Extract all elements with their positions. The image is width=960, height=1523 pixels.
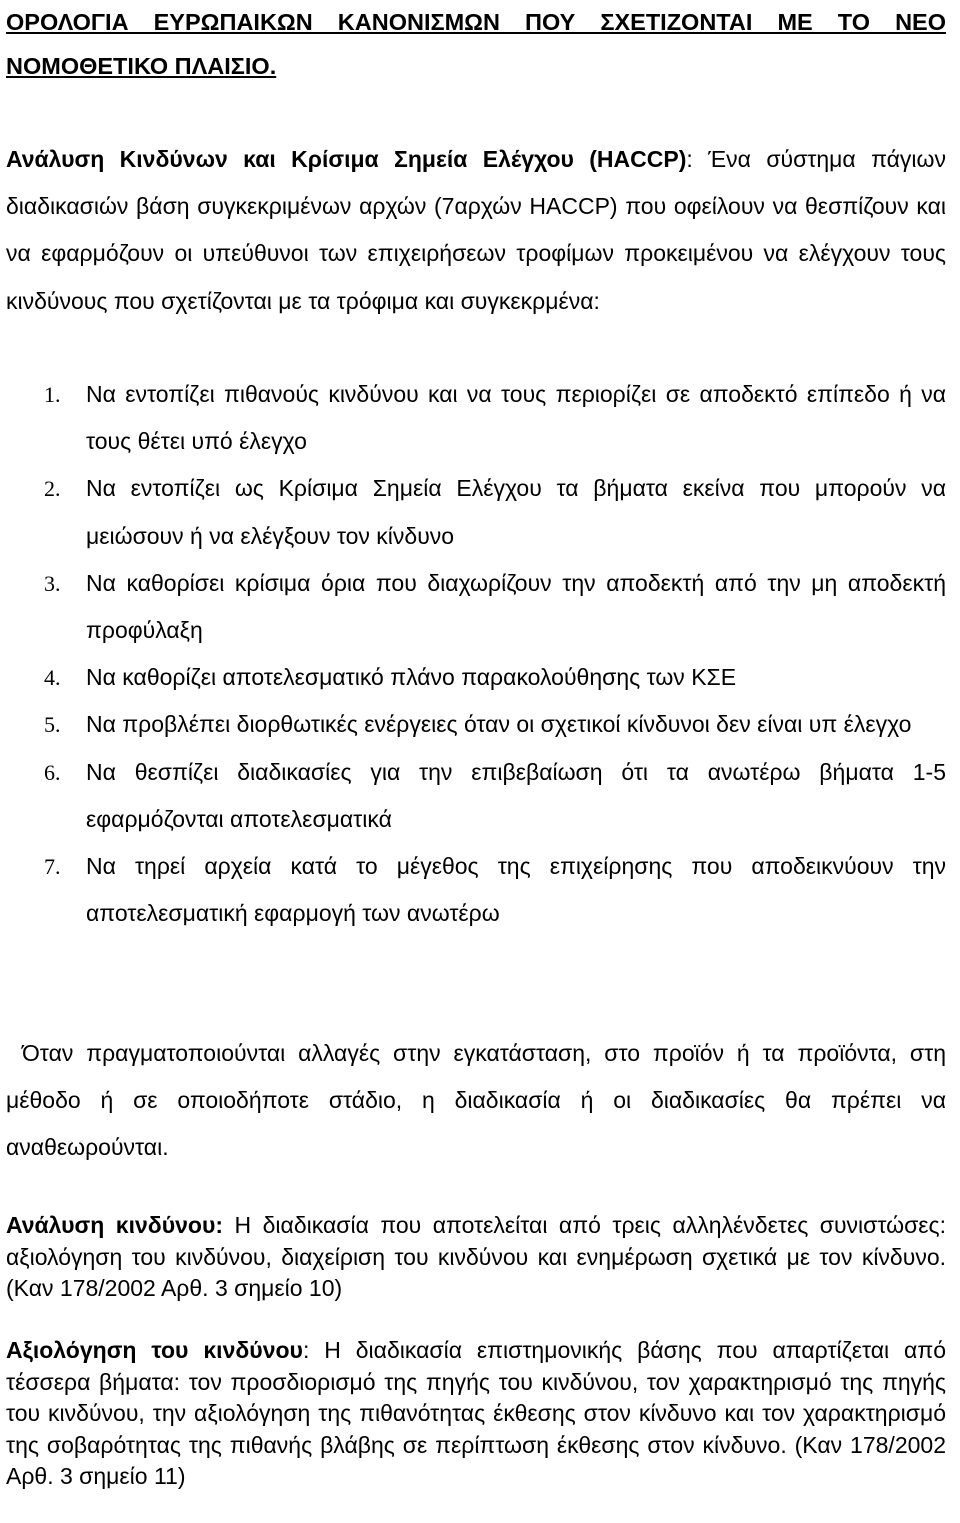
list-item [6,654,946,701]
list-item-number: 5. [44,712,61,738]
list-item-text: Να θεσπίζει διαδικασίες για την επιβεβαίωση ότι τα ανωτέρω βήματα 1-5 εφαρμόζονται αποτελεσματικά [86,758,946,832]
definition-term: Ανάλυση κινδύνου: [6,1212,224,1238]
haccp-term: Ανάλυση Κινδύνων και Κρίσιμα Σημεία Ελέγχου (HACCP) [6,146,687,172]
list-item-text: Να εντοπίζει ως Κρίσιμα Σημεία Ελέγχου τα βήματα εκείνα που μπορούν να μειώσουν ή να ελέγξουν τον κίνδυνο [86,475,946,549]
list-item [6,701,946,748]
document-title: ΟΡΟΛΟΓΙΑ ΕΥΡΩΠΑΙΚΩΝ ΚΑΝΟΝΙΣΜΩΝ ΠΟΥ ΣΧΕΤΙΖΟΝΤΑΙ ΜΕ ΤΟ ΝΕΟ ΝΟΜΟΘΕΤΙΚΟ ΠΛΑΙΣΙΟ. [6,9,946,79]
haccp-text: : Ένα σύστημα πάγιων διαδικασιών βάση συγκεκριμένων αρχών (7αρχών HACCP) που οφείλουν να θεσπίζουν και να εφαρμόζουν οι υπεύθυνοι των επιχειρήσεων τροφίμων προκειμένου να ελέγχουν τους κινδύνους που σχετίζονται με τα τρόφιμα και συγκεκρμένα: [6,146,946,314]
list-item-text: Να προβλέπει διορθωτικές ενέργειες όταν οι σχετικοί κίνδυνοι δεν είναι υπ έλεγχο [86,711,912,738]
definition-risk-assessment [6,1335,946,1493]
changes-note [6,1030,946,1172]
list-item-number: 7. [44,854,61,880]
list-item [6,749,946,843]
list-item-number: 6. [44,759,61,785]
list-item-number: 2. [44,476,61,502]
list-item-text: Να καθορίζει αποτελεσματικό πλάνο παρακολούθησης των ΚΣΕ [86,664,737,691]
list-item-text: Να εντοπίζει πιθανούς κινδύνου και να τους περιορίζει σε αποδεκτό επίπεδο ή να τους θέτει υπό έλεγχο [86,381,946,455]
list-item-number: 3. [44,570,61,596]
list-item-number: 4. [44,665,61,691]
list-item-text: Να καθορίσει κρίσιμα όρια που διαχωρίζουν την αποδεκτή από την μη αποδεκτή προφύλαξη [86,569,946,644]
list-item [6,465,946,559]
list-item [6,843,946,937]
haccp-steps-list [6,371,946,937]
changes-note-text: Όταν πραγματοποιούνται αλλαγές στην εγκατάσταση, στο προϊόν ή τα προϊόντα, στη μέθοδο ή σε οποιοδήποτε στάδιο, η διαδικασία ή οι διαδικασίες θα πρέπει να αναθεωρούνται. [6,1040,946,1161]
definition-risk-analysis [6,1210,946,1305]
definition-term: Αξιολόγηση του κινδύνου [6,1337,303,1363]
haccp-definition [6,136,946,325]
list-item [6,371,946,465]
list-item-text: Να τηρεί αρχεία κατά το μέγεθος της επιχείρησης που αποδεικνύουν την αποτελεσματική εφαρμογή των ανωτέρω [86,853,946,927]
list-item [6,560,946,654]
list-item-number: 1. [44,382,61,407]
definition-text: Η διαδικασία που αποτελείται από τρεις αλληλένδετες συνιστώσες: αξιολόγηση του κινδύνου, διαχείριση του κινδύνου και ενημέρωση σχετικά με τον κίνδυνο. (Καν 178/2002 Αρθ. 3 σημείο 10) [6,1212,946,1301]
definition-text: : Η διαδικασία επιστημονικής βάσης που απαρτίζεται από τέσσερα βήματα: τον προσδιορισμό της πηγής του κινδύνου, τον χαρακτηρισμό της πηγής του κινδύνου, την αξιολόγηση της πιθανότητας έκθεσης στον κίνδυνο και τον χαρακτηρισμό της σοβαρότητας της πιθανής βλάβης σε περίπτωση έκθεσης στον κίνδυνο. (Καν 178/2002 Αρθ. 3 σημείο 11) [6,1337,946,1489]
